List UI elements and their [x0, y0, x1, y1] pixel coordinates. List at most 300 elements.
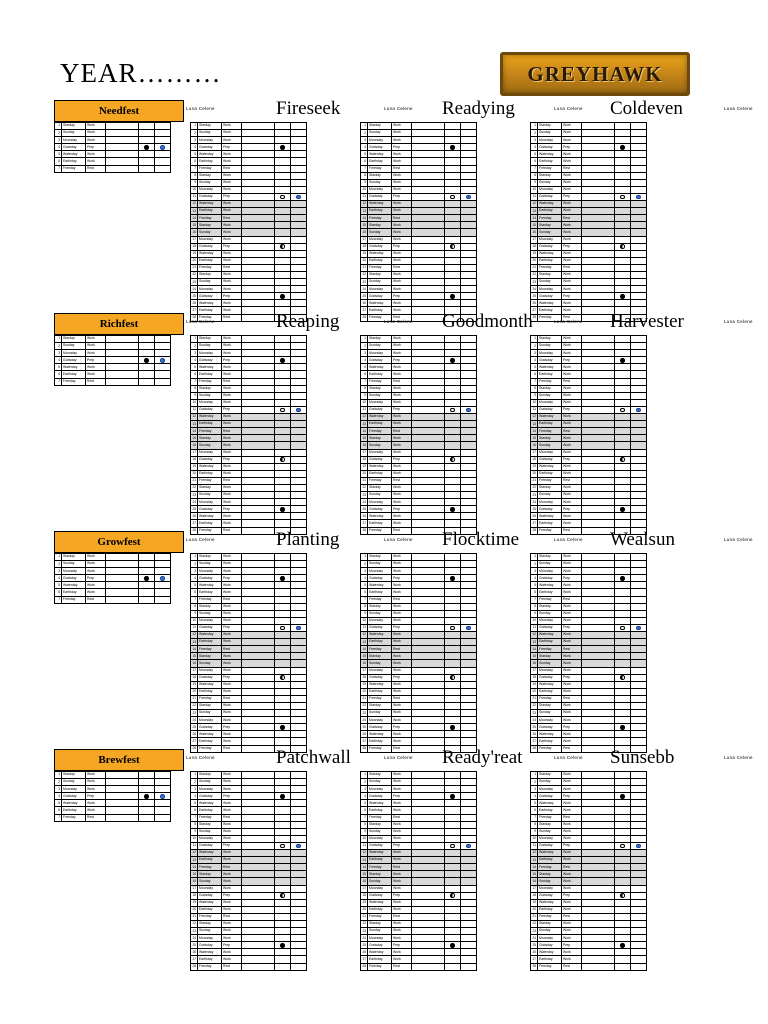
notes-cell[interactable]	[242, 130, 275, 137]
notes-cell[interactable]	[582, 158, 615, 165]
notes-cell[interactable]	[412, 646, 445, 653]
notes-cell[interactable]	[412, 603, 445, 610]
notes-cell[interactable]	[412, 568, 445, 575]
notes-cell[interactable]	[582, 229, 615, 236]
notes-cell[interactable]	[242, 193, 275, 200]
notes-cell[interactable]	[412, 179, 445, 186]
notes-cell[interactable]	[106, 772, 139, 779]
notes-cell[interactable]	[242, 513, 275, 520]
notes-cell[interactable]	[412, 800, 445, 807]
notes-cell[interactable]	[412, 186, 445, 193]
notes-cell[interactable]	[582, 172, 615, 179]
notes-cell[interactable]	[242, 123, 275, 130]
notes-cell[interactable]	[582, 123, 615, 130]
notes-cell[interactable]	[242, 800, 275, 807]
notes-cell[interactable]	[242, 717, 275, 724]
notes-cell[interactable]	[582, 568, 615, 575]
notes-cell[interactable]	[242, 731, 275, 738]
notes-cell[interactable]	[582, 151, 615, 158]
notes-cell[interactable]	[582, 428, 615, 435]
notes-cell[interactable]	[582, 243, 615, 250]
notes-cell[interactable]	[242, 871, 275, 878]
notes-cell[interactable]	[412, 215, 445, 222]
notes-cell[interactable]	[242, 506, 275, 513]
notes-cell[interactable]	[242, 660, 275, 667]
notes-cell[interactable]	[242, 646, 275, 653]
notes-cell[interactable]	[242, 350, 275, 357]
notes-cell[interactable]	[412, 807, 445, 814]
notes-cell[interactable]	[106, 786, 139, 793]
notes-cell[interactable]	[412, 406, 445, 413]
notes-cell[interactable]	[582, 632, 615, 639]
notes-cell[interactable]	[412, 610, 445, 617]
notes-cell[interactable]	[242, 561, 275, 568]
notes-cell[interactable]	[582, 165, 615, 172]
notes-cell[interactable]	[412, 470, 445, 477]
notes-cell[interactable]	[582, 603, 615, 610]
notes-cell[interactable]	[412, 639, 445, 646]
notes-cell[interactable]	[582, 414, 615, 421]
notes-cell[interactable]	[242, 293, 275, 300]
notes-cell[interactable]	[412, 158, 445, 165]
notes-cell[interactable]	[412, 710, 445, 717]
notes-cell[interactable]	[412, 963, 445, 970]
notes-cell[interactable]	[412, 949, 445, 956]
notes-cell[interactable]	[582, 935, 615, 942]
notes-cell[interactable]	[106, 357, 139, 364]
notes-cell[interactable]	[582, 449, 615, 456]
notes-cell[interactable]	[582, 717, 615, 724]
notes-cell[interactable]	[412, 857, 445, 864]
notes-cell[interactable]	[582, 575, 615, 582]
notes-cell[interactable]	[582, 702, 615, 709]
notes-cell[interactable]	[582, 222, 615, 229]
notes-cell[interactable]	[412, 506, 445, 513]
notes-cell[interactable]	[242, 385, 275, 392]
notes-cell[interactable]	[106, 814, 139, 821]
notes-cell[interactable]	[582, 264, 615, 271]
notes-cell[interactable]	[412, 484, 445, 491]
notes-cell[interactable]	[106, 123, 139, 130]
notes-cell[interactable]	[412, 702, 445, 709]
notes-cell[interactable]	[242, 165, 275, 172]
notes-cell[interactable]	[242, 772, 275, 779]
notes-cell[interactable]	[412, 681, 445, 688]
notes-cell[interactable]	[242, 935, 275, 942]
notes-cell[interactable]	[412, 229, 445, 236]
notes-cell[interactable]	[242, 364, 275, 371]
notes-cell[interactable]	[582, 215, 615, 222]
notes-cell[interactable]	[412, 906, 445, 913]
notes-cell[interactable]	[242, 963, 275, 970]
notes-cell[interactable]	[412, 772, 445, 779]
notes-cell[interactable]	[412, 300, 445, 307]
notes-cell[interactable]	[106, 793, 139, 800]
notes-cell[interactable]	[582, 371, 615, 378]
notes-cell[interactable]	[242, 208, 275, 215]
notes-cell[interactable]	[412, 821, 445, 828]
notes-cell[interactable]	[106, 151, 139, 158]
notes-cell[interactable]	[412, 442, 445, 449]
notes-cell[interactable]	[242, 617, 275, 624]
notes-cell[interactable]	[242, 428, 275, 435]
notes-cell[interactable]	[242, 835, 275, 842]
notes-cell[interactable]	[582, 456, 615, 463]
notes-cell[interactable]	[106, 371, 139, 378]
notes-cell[interactable]	[242, 821, 275, 828]
notes-cell[interactable]	[412, 667, 445, 674]
notes-cell[interactable]	[412, 575, 445, 582]
notes-cell[interactable]	[412, 885, 445, 892]
notes-cell[interactable]	[242, 449, 275, 456]
notes-cell[interactable]	[412, 738, 445, 745]
notes-cell[interactable]	[106, 130, 139, 137]
notes-cell[interactable]	[582, 561, 615, 568]
notes-cell[interactable]	[412, 892, 445, 899]
notes-cell[interactable]	[242, 695, 275, 702]
notes-cell[interactable]	[242, 920, 275, 927]
notes-cell[interactable]	[582, 385, 615, 392]
notes-cell[interactable]	[582, 193, 615, 200]
notes-cell[interactable]	[412, 674, 445, 681]
notes-cell[interactable]	[242, 520, 275, 527]
notes-cell[interactable]	[106, 561, 139, 568]
notes-cell[interactable]	[412, 793, 445, 800]
notes-cell[interactable]	[412, 717, 445, 724]
notes-cell[interactable]	[412, 617, 445, 624]
notes-cell[interactable]	[242, 378, 275, 385]
notes-cell[interactable]	[582, 250, 615, 257]
notes-cell[interactable]	[242, 470, 275, 477]
notes-cell[interactable]	[412, 920, 445, 927]
notes-cell[interactable]	[412, 463, 445, 470]
notes-cell[interactable]	[412, 913, 445, 920]
notes-cell[interactable]	[242, 336, 275, 343]
notes-cell[interactable]	[412, 257, 445, 264]
notes-cell[interactable]	[412, 724, 445, 731]
notes-cell[interactable]	[582, 681, 615, 688]
notes-cell[interactable]	[106, 350, 139, 357]
notes-cell[interactable]	[582, 208, 615, 215]
notes-cell[interactable]	[412, 449, 445, 456]
notes-cell[interactable]	[412, 589, 445, 596]
notes-cell[interactable]	[242, 885, 275, 892]
notes-cell[interactable]	[582, 710, 615, 717]
notes-cell[interactable]	[106, 779, 139, 786]
notes-cell[interactable]	[582, 513, 615, 520]
notes-cell[interactable]	[242, 399, 275, 406]
notes-cell[interactable]	[412, 151, 445, 158]
notes-cell[interactable]	[582, 463, 615, 470]
notes-cell[interactable]	[242, 793, 275, 800]
notes-cell[interactable]	[242, 850, 275, 857]
notes-cell[interactable]	[242, 956, 275, 963]
notes-cell[interactable]	[582, 582, 615, 589]
notes-cell[interactable]	[412, 399, 445, 406]
notes-cell[interactable]	[242, 554, 275, 561]
notes-cell[interactable]	[582, 617, 615, 624]
notes-cell[interactable]	[242, 271, 275, 278]
notes-cell[interactable]	[242, 357, 275, 364]
notes-cell[interactable]	[242, 814, 275, 821]
notes-cell[interactable]	[242, 807, 275, 814]
notes-cell[interactable]	[582, 772, 615, 779]
notes-cell[interactable]	[412, 731, 445, 738]
notes-cell[interactable]	[412, 456, 445, 463]
notes-cell[interactable]	[412, 193, 445, 200]
notes-cell[interactable]	[242, 406, 275, 413]
notes-cell[interactable]	[242, 151, 275, 158]
notes-cell[interactable]	[582, 800, 615, 807]
notes-cell[interactable]	[582, 674, 615, 681]
notes-cell[interactable]	[582, 942, 615, 949]
notes-cell[interactable]	[106, 589, 139, 596]
notes-cell[interactable]	[582, 850, 615, 857]
notes-cell[interactable]	[582, 885, 615, 892]
notes-cell[interactable]	[106, 596, 139, 603]
notes-cell[interactable]	[106, 575, 139, 582]
notes-cell[interactable]	[242, 582, 275, 589]
notes-cell[interactable]	[582, 492, 615, 499]
notes-cell[interactable]	[412, 632, 445, 639]
notes-cell[interactable]	[582, 421, 615, 428]
notes-cell[interactable]	[582, 364, 615, 371]
notes-cell[interactable]	[242, 828, 275, 835]
notes-cell[interactable]	[582, 779, 615, 786]
notes-cell[interactable]	[242, 878, 275, 885]
notes-cell[interactable]	[582, 793, 615, 800]
notes-cell[interactable]	[242, 639, 275, 646]
notes-cell[interactable]	[582, 695, 615, 702]
notes-cell[interactable]	[412, 520, 445, 527]
notes-cell[interactable]	[412, 350, 445, 357]
notes-cell[interactable]	[242, 724, 275, 731]
notes-cell[interactable]	[412, 695, 445, 702]
notes-cell[interactable]	[582, 279, 615, 286]
notes-cell[interactable]	[582, 857, 615, 864]
notes-cell[interactable]	[582, 477, 615, 484]
notes-cell[interactable]	[412, 144, 445, 151]
notes-cell[interactable]	[582, 731, 615, 738]
notes-cell[interactable]	[242, 137, 275, 144]
notes-cell[interactable]	[106, 165, 139, 172]
notes-cell[interactable]	[412, 293, 445, 300]
notes-cell[interactable]	[412, 814, 445, 821]
notes-cell[interactable]	[412, 786, 445, 793]
notes-cell[interactable]	[582, 624, 615, 631]
notes-cell[interactable]	[242, 906, 275, 913]
notes-cell[interactable]	[582, 835, 615, 842]
notes-cell[interactable]	[242, 414, 275, 421]
notes-cell[interactable]	[106, 137, 139, 144]
notes-cell[interactable]	[412, 653, 445, 660]
notes-cell[interactable]	[412, 928, 445, 935]
notes-cell[interactable]	[242, 942, 275, 949]
notes-cell[interactable]	[582, 667, 615, 674]
notes-cell[interactable]	[412, 130, 445, 137]
notes-cell[interactable]	[412, 392, 445, 399]
notes-cell[interactable]	[582, 842, 615, 849]
notes-cell[interactable]	[582, 920, 615, 927]
notes-cell[interactable]	[412, 137, 445, 144]
notes-cell[interactable]	[412, 871, 445, 878]
notes-cell[interactable]	[582, 554, 615, 561]
notes-cell[interactable]	[412, 878, 445, 885]
notes-cell[interactable]	[242, 492, 275, 499]
notes-cell[interactable]	[412, 357, 445, 364]
notes-cell[interactable]	[412, 477, 445, 484]
notes-cell[interactable]	[242, 589, 275, 596]
notes-cell[interactable]	[412, 286, 445, 293]
notes-cell[interactable]	[412, 279, 445, 286]
notes-cell[interactable]	[242, 158, 275, 165]
notes-cell[interactable]	[412, 688, 445, 695]
notes-cell[interactable]	[582, 878, 615, 885]
notes-cell[interactable]	[412, 222, 445, 229]
notes-cell[interactable]	[242, 236, 275, 243]
notes-cell[interactable]	[412, 201, 445, 208]
notes-cell[interactable]	[242, 477, 275, 484]
notes-cell[interactable]	[582, 610, 615, 617]
notes-cell[interactable]	[582, 399, 615, 406]
notes-cell[interactable]	[242, 300, 275, 307]
notes-cell[interactable]	[412, 828, 445, 835]
notes-cell[interactable]	[242, 575, 275, 582]
notes-cell[interactable]	[242, 179, 275, 186]
notes-cell[interactable]	[582, 130, 615, 137]
notes-cell[interactable]	[242, 688, 275, 695]
notes-cell[interactable]	[242, 371, 275, 378]
notes-cell[interactable]	[412, 596, 445, 603]
notes-cell[interactable]	[412, 378, 445, 385]
notes-cell[interactable]	[412, 561, 445, 568]
notes-cell[interactable]	[242, 229, 275, 236]
notes-cell[interactable]	[582, 144, 615, 151]
notes-cell[interactable]	[582, 828, 615, 835]
notes-cell[interactable]	[412, 264, 445, 271]
notes-cell[interactable]	[582, 956, 615, 963]
notes-cell[interactable]	[582, 520, 615, 527]
notes-cell[interactable]	[242, 484, 275, 491]
notes-cell[interactable]	[582, 660, 615, 667]
notes-cell[interactable]	[412, 899, 445, 906]
notes-cell[interactable]	[242, 279, 275, 286]
notes-cell[interactable]	[242, 786, 275, 793]
notes-cell[interactable]	[582, 738, 615, 745]
notes-cell[interactable]	[582, 724, 615, 731]
notes-cell[interactable]	[582, 646, 615, 653]
notes-cell[interactable]	[412, 208, 445, 215]
notes-cell[interactable]	[242, 568, 275, 575]
notes-cell[interactable]	[412, 371, 445, 378]
notes-cell[interactable]	[582, 484, 615, 491]
notes-cell[interactable]	[242, 892, 275, 899]
notes-cell[interactable]	[106, 144, 139, 151]
notes-cell[interactable]	[582, 293, 615, 300]
notes-cell[interactable]	[242, 610, 275, 617]
notes-cell[interactable]	[242, 463, 275, 470]
notes-cell[interactable]	[242, 257, 275, 264]
notes-cell[interactable]	[412, 236, 445, 243]
notes-cell[interactable]	[242, 779, 275, 786]
notes-cell[interactable]	[242, 632, 275, 639]
notes-cell[interactable]	[412, 554, 445, 561]
notes-cell[interactable]	[582, 406, 615, 413]
notes-cell[interactable]	[242, 857, 275, 864]
notes-cell[interactable]	[106, 807, 139, 814]
notes-cell[interactable]	[242, 456, 275, 463]
notes-cell[interactable]	[106, 800, 139, 807]
notes-cell[interactable]	[242, 421, 275, 428]
notes-cell[interactable]	[582, 435, 615, 442]
notes-cell[interactable]	[106, 582, 139, 589]
notes-cell[interactable]	[582, 271, 615, 278]
notes-cell[interactable]	[242, 215, 275, 222]
notes-cell[interactable]	[582, 807, 615, 814]
notes-cell[interactable]	[582, 137, 615, 144]
notes-cell[interactable]	[412, 492, 445, 499]
notes-cell[interactable]	[412, 935, 445, 942]
notes-cell[interactable]	[582, 300, 615, 307]
notes-cell[interactable]	[412, 165, 445, 172]
notes-cell[interactable]	[242, 596, 275, 603]
notes-cell[interactable]	[582, 906, 615, 913]
notes-cell[interactable]	[412, 660, 445, 667]
notes-cell[interactable]	[582, 814, 615, 821]
notes-cell[interactable]	[242, 842, 275, 849]
notes-cell[interactable]	[242, 264, 275, 271]
notes-cell[interactable]	[412, 428, 445, 435]
notes-cell[interactable]	[242, 928, 275, 935]
notes-cell[interactable]	[412, 414, 445, 421]
notes-cell[interactable]	[242, 702, 275, 709]
notes-cell[interactable]	[412, 942, 445, 949]
notes-cell[interactable]	[582, 186, 615, 193]
notes-cell[interactable]	[582, 963, 615, 970]
notes-cell[interactable]	[412, 850, 445, 857]
notes-cell[interactable]	[412, 582, 445, 589]
notes-cell[interactable]	[412, 343, 445, 350]
notes-cell[interactable]	[412, 336, 445, 343]
notes-cell[interactable]	[242, 201, 275, 208]
notes-cell[interactable]	[242, 222, 275, 229]
notes-cell[interactable]	[412, 624, 445, 631]
notes-cell[interactable]	[582, 257, 615, 264]
notes-cell[interactable]	[106, 568, 139, 575]
notes-cell[interactable]	[582, 336, 615, 343]
notes-cell[interactable]	[242, 681, 275, 688]
notes-cell[interactable]	[582, 653, 615, 660]
notes-cell[interactable]	[582, 892, 615, 899]
notes-cell[interactable]	[106, 554, 139, 561]
notes-cell[interactable]	[412, 835, 445, 842]
notes-cell[interactable]	[582, 179, 615, 186]
notes-cell[interactable]	[582, 392, 615, 399]
notes-cell[interactable]	[412, 172, 445, 179]
notes-cell[interactable]	[412, 435, 445, 442]
notes-cell[interactable]	[242, 144, 275, 151]
notes-cell[interactable]	[242, 250, 275, 257]
notes-cell[interactable]	[582, 286, 615, 293]
notes-cell[interactable]	[582, 442, 615, 449]
notes-cell[interactable]	[412, 364, 445, 371]
notes-cell[interactable]	[242, 442, 275, 449]
notes-cell[interactable]	[582, 343, 615, 350]
notes-cell[interactable]	[242, 499, 275, 506]
notes-cell[interactable]	[242, 603, 275, 610]
notes-cell[interactable]	[412, 499, 445, 506]
notes-cell[interactable]	[582, 786, 615, 793]
